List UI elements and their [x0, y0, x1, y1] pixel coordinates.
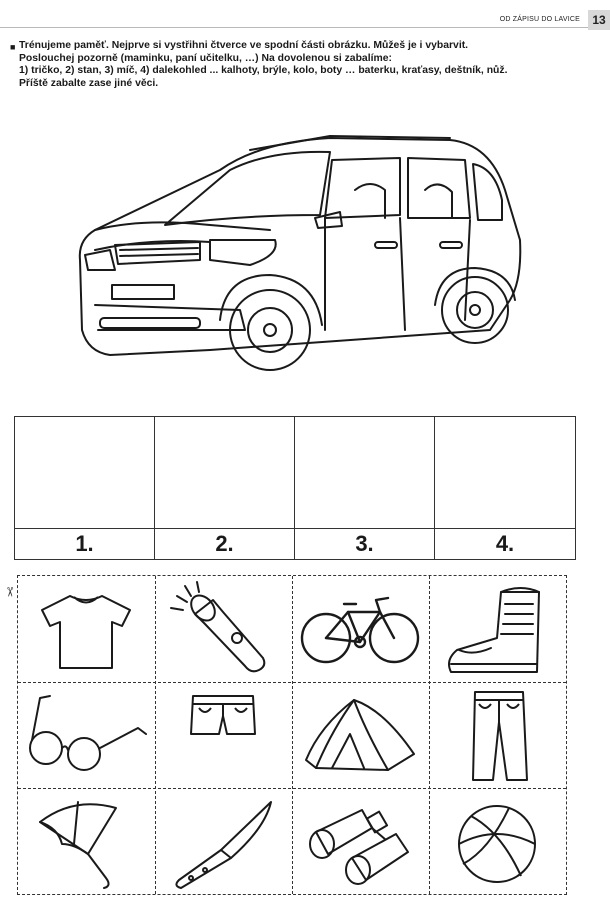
answer-number-2: 2. — [215, 531, 234, 556]
shorts-icon — [155, 682, 292, 788]
car-illustration — [70, 130, 530, 390]
card-flashlight[interactable] — [155, 576, 292, 682]
answer-box-1[interactable] — [15, 417, 155, 559]
page-number: 13 — [588, 10, 610, 30]
ball-icon — [429, 788, 566, 894]
instructions — [10, 40, 580, 90]
card-binoculars[interactable] — [292, 788, 429, 894]
umbrella-icon — [18, 788, 155, 894]
answer-slot-1[interactable] — [15, 417, 154, 529]
scissors-icon: ✂ — [2, 586, 18, 598]
header-rule — [0, 27, 592, 28]
card-trousers[interactable] — [429, 682, 566, 788]
instruction-line-4: Příště zabalte zase jiné věci. — [19, 77, 159, 89]
answer-box-3[interactable] — [295, 417, 435, 559]
card-knife[interactable] — [155, 788, 292, 894]
card-glasses[interactable] — [18, 682, 155, 788]
answer-boxes — [14, 416, 576, 560]
knife-icon — [155, 788, 292, 894]
answer-box-4[interactable] — [435, 417, 575, 559]
answer-box-2[interactable] — [155, 417, 295, 559]
bicycle-icon — [292, 576, 429, 682]
glasses-icon — [18, 682, 155, 788]
card-umbrella[interactable] — [18, 788, 155, 894]
card-bicycle[interactable] — [292, 576, 429, 682]
binoculars-icon — [292, 788, 429, 894]
answer-number-1: 1. — [75, 531, 94, 556]
boot-icon — [429, 576, 566, 682]
tshirt-icon — [18, 576, 155, 682]
tent-icon — [292, 682, 429, 788]
instruction-line-3: 1) tričko, 2) stan, 3) míč, 4) dalekohled ... kalhoty, brýle, kolo, boty … baterku, kraťasy, deštník, nůž. — [19, 65, 508, 76]
card-boot[interactable] — [429, 576, 566, 682]
answer-number-4: 4. — [495, 531, 515, 556]
card-tshirt[interactable] — [18, 576, 155, 682]
bullet-icon: ■ — [10, 42, 16, 52]
header-title: OD ZÁPISU DO LAVICE — [499, 16, 580, 23]
trousers-icon — [429, 682, 566, 788]
instruction-line-2: Poslouchej pozorně (maminku, paní učitelku, …) Na dovolenou si zabalíme: — [19, 52, 392, 64]
cutout-grid — [17, 575, 567, 895]
card-shorts[interactable] — [155, 682, 292, 788]
answer-slot-3[interactable] — [295, 417, 434, 529]
card-ball[interactable] — [429, 788, 566, 894]
flashlight-icon — [155, 576, 292, 682]
card-tent[interactable] — [292, 682, 429, 788]
answer-slot-2[interactable] — [155, 417, 294, 529]
instruction-line-1: Trénujeme paměť. Nejprve si vystřihni čtverce ve spodní části obrázku. Můžeš je i vybarvit. — [19, 40, 469, 51]
answer-number-3: 3. — [355, 531, 374, 556]
answer-slot-4[interactable] — [435, 417, 575, 529]
